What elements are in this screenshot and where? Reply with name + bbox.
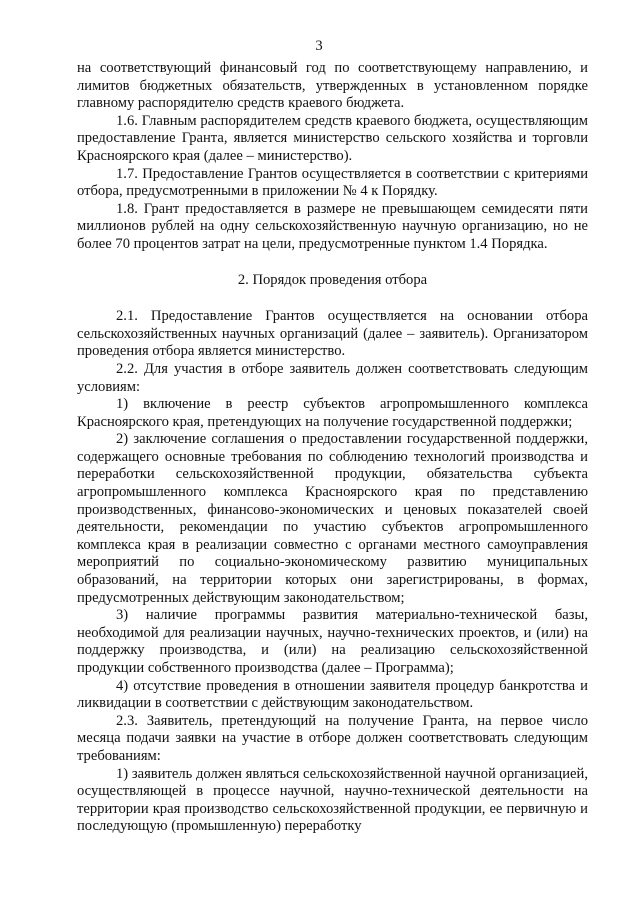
clause-1-7: 1.7. Предоставление Грантов осуществляется в соответствии с критериями отбора, предусмотренными в приложении № 4 к Порядку. [77, 165, 588, 200]
clause-2-3: 2.3. Заявитель, претендующий на получение Гранта, на первое число месяца подачи заявки на участие в отборе должен соответствовать следующим требованиям: [77, 712, 588, 764]
requirement-1: 1) заявитель должен являться сельскохозяйственной научной организацией, осуществляющей в процессе научной, научно-технической деятельности на территории края производство сельскохозяйственной продукции, ее первичную и последующую (промышленную) переработку [77, 765, 588, 835]
condition-1: 1) включение в реестр субъектов агропромышленного комплекса Красноярского края, претендующих на получение государственной поддержки; [77, 396, 588, 430]
condition-4: 4) отсутствие проведения в отношении заявителя процедур банкротства и ликвидации в соответствии с действующим законодательством. [77, 677, 588, 712]
clause-2-2: 2.2. Для участия в отборе заявитель должен соответствовать следующим условиям: [77, 360, 588, 395]
document-body [77, 60, 588, 836]
condition-2: 2) заключение соглашения о предоставлении государственной поддержки, содержащего основные требования по соблюдению технологий производства и переработки сельскохозяйственной продукции, обязательства субъекта агропромышленного комплекса Красноярского края по представлению производственных, финансово-экономических и ценовых показателей своей деятельности, рекомендации по участию субъектов агропромышленного комплекса края в реализации совместно с органами местного самоуправления мероприятий по социально-экономическому развитию муниципальных образований, на территории которых они зарегистрированы, в формах, предусмотренных действующим законодательством; [77, 431, 588, 606]
clause-1-6: 1.6. Главным распорядителем средств краевого бюджета, осуществляющим предоставление Гранта, является министерство сельского хозяйства и торговли Красноярского края (далее – министерство). [77, 112, 588, 164]
page-number: 3 [315, 38, 323, 54]
condition-3: 3) наличие программы развития материально-технической базы, необходимой для реализации научных, научно-технических проектов, и (или) на поддержку производства, и (или) на реализацию сельскохозяйственной продукции собственного производства (далее – Программа); [77, 607, 588, 676]
paragraph-continuation: на соответствующий финансовый год по соответствующему направлению, и лимитов бюджетных обязательств, утвержденных в установленном порядке главному распорядителю средств краевого бюджета. [77, 60, 588, 112]
section-heading: 2. Порядок проведения отбора [237, 271, 428, 288]
clause-2-1: 2.1. Предоставление Грантов осуществляется на основании отбора сельскохозяйственных научных организаций (далее – заявитель). Организатором проведения отбора является министерство. [77, 308, 588, 360]
clause-1-8: 1.8. Грант предоставляется в размере не превышающем семидесяти пяти миллионов рублей на одну сельскохозяйственную научную организацию, но не более 70 процентов затрат на цели, предусмотренные пунктом 1.4 Порядка. [77, 200, 588, 252]
